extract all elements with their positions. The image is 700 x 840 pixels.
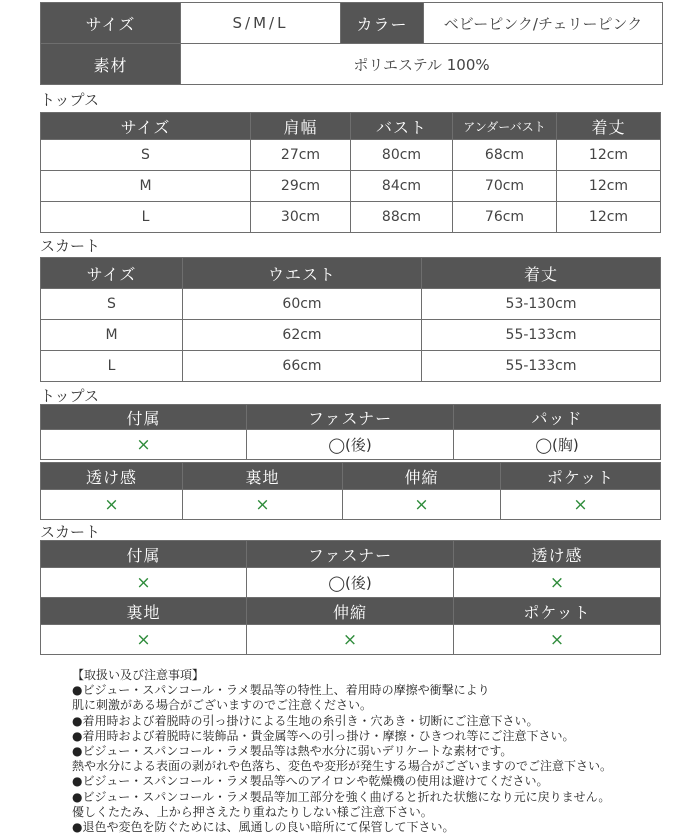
summary-table	[40, 2, 663, 85]
care-note-line: ●ビジュー・スパンコール・ラメ製品等加工部分を強く曲げると折れた状態になり元に戻りません。	[72, 789, 611, 804]
skirt-size-cell: 55-133cm	[422, 351, 661, 382]
skirt-size-cell: 55-133cm	[422, 320, 661, 351]
tops-details-header: 裏地	[183, 463, 343, 490]
care-note-line: 優しくたたみ、上から押さえたり重ねたりしない様ご注意下さい。	[72, 804, 433, 819]
table-row	[41, 320, 661, 351]
skirt-size-section-label: スカート	[40, 237, 101, 255]
tops-details-value: ×	[343, 490, 501, 520]
tops-size-header: サイズ	[41, 113, 251, 140]
tops-size-cell: S	[41, 140, 251, 171]
tops-size-cell: 12cm	[557, 140, 661, 171]
skirt-details-value: ×	[247, 625, 454, 655]
tops-size-cell: 76cm	[453, 202, 557, 233]
tops-details-header: 付属	[41, 405, 247, 430]
care-note-line: 熱や水分による表面の剥がれや色落ち、変色や変形が発生する場合がございますのでご注意下さい。	[72, 759, 613, 774]
tops-details-value: ◯(後)	[247, 430, 454, 460]
tops-size-table	[40, 112, 661, 233]
tops-size-header: バスト	[351, 113, 453, 140]
care-notes	[72, 668, 692, 835]
size-value: S/M/L	[181, 3, 341, 44]
tops-size-cell: M	[41, 171, 251, 202]
tops-size-header: 着丈	[557, 113, 661, 140]
care-note-line: ●ビジュー・スパンコール・ラメ製品等へのアイロンや乾燥機の使用は避けてください。	[72, 774, 549, 789]
tops-details-header: 透け感	[41, 463, 183, 490]
skirt-details-header: ファスナー	[247, 541, 454, 568]
tops-size-cell: 80cm	[351, 140, 453, 171]
skirt-size-header: 着丈	[422, 258, 661, 289]
care-note-line: ●ビジュー・スパンコール・ラメ製品等の特性上、着用時の摩擦や衝撃により	[72, 683, 490, 698]
care-note-line: ●退色や変色を防ぐためには、風通しの良い暗所にて保管して下さい。	[72, 820, 455, 835]
skirt-details-value: ×	[454, 568, 661, 598]
skirt-details-section-label: スカート	[40, 523, 101, 541]
tops-details-value: ×	[41, 490, 183, 520]
tops-size-cell: 12cm	[557, 202, 661, 233]
size-label: サイズ	[41, 3, 181, 44]
tops-details-value: ×	[183, 490, 343, 520]
skirt-size-cell: L	[41, 351, 183, 382]
tops-details-header: パッド	[454, 405, 661, 430]
table-row	[41, 289, 661, 320]
tops-details-value: ×	[41, 430, 247, 460]
skirt-details-value: ×	[454, 625, 661, 655]
tops-size-cell: 68cm	[453, 140, 557, 171]
skirt-details-header: 透け感	[454, 541, 661, 568]
tops-size-cell: 27cm	[251, 140, 351, 171]
tops-size-cell: 29cm	[251, 171, 351, 202]
tops-details-table-1	[40, 404, 661, 460]
tops-size-cell: 88cm	[351, 202, 453, 233]
tops-details-value: ◯(胸)	[454, 430, 661, 460]
skirt-size-cell: S	[41, 289, 183, 320]
skirt-details-value: ◯(後)	[247, 568, 454, 598]
skirt-size-cell: 62cm	[183, 320, 422, 351]
skirt-details-header: 裏地	[41, 598, 247, 625]
skirt-details-header: 付属	[41, 541, 247, 568]
skirt-details-value: ×	[41, 568, 247, 598]
skirt-size-cell: 66cm	[183, 351, 422, 382]
tops-size-cell: 84cm	[351, 171, 453, 202]
tops-details-header: ファスナー	[247, 405, 454, 430]
care-notes-title: 【取扱い及び注意事項】	[72, 668, 205, 682]
skirt-details-table-1	[40, 540, 661, 598]
tops-size-header: 肩幅	[251, 113, 351, 140]
tops-size-header: アンダーバスト	[453, 113, 557, 140]
skirt-size-header: ウエスト	[183, 258, 422, 289]
skirt-size-cell: 60cm	[183, 289, 422, 320]
tops-details-header: ポケット	[501, 463, 661, 490]
skirt-size-cell: M	[41, 320, 183, 351]
tops-size-cell: 30cm	[251, 202, 351, 233]
color-label: カラー	[341, 3, 424, 44]
skirt-size-cell: 53-130cm	[422, 289, 661, 320]
table-row	[41, 351, 661, 382]
tops-size-section-label: トップス	[40, 91, 99, 109]
skirt-details-header: 伸縮	[247, 598, 454, 625]
table-row	[41, 140, 661, 171]
tops-details-table-2	[40, 462, 661, 520]
care-note-line: ●着用時および着脱時の引っ掛けによる生地の糸引き・穴あき・切断にご注意下さい。	[72, 713, 539, 728]
tops-size-cell: 12cm	[557, 171, 661, 202]
material-label: 素材	[41, 44, 181, 85]
tops-size-cell: 70cm	[453, 171, 557, 202]
care-note-line: ●着用時および着脱時に装飾品・貴金属等への引っ掛け・摩擦・ひきつれ等にご注意下さい。	[72, 728, 575, 743]
table-row	[41, 171, 661, 202]
color-value: ベビーピンク/チェリーピンク	[424, 3, 663, 44]
skirt-size-header: サイズ	[41, 258, 183, 289]
skirt-details-table-2	[40, 597, 661, 655]
skirt-details-value: ×	[41, 625, 247, 655]
care-note-line: ●ビジュー・スパンコール・ラメ製品等は熱や水分に弱いデリケートな素材です。	[72, 744, 513, 759]
tops-details-header: 伸縮	[343, 463, 501, 490]
tops-size-cell: L	[41, 202, 251, 233]
tops-details-section-label: トップス	[40, 387, 99, 405]
skirt-size-table	[40, 257, 661, 382]
tops-details-value: ×	[501, 490, 661, 520]
care-note-line: 肌に刺激がある場合がございますのでご注意ください。	[72, 698, 373, 713]
skirt-details-header: ポケット	[454, 598, 661, 625]
material-value: ポリエステル 100%	[181, 44, 663, 85]
table-row	[41, 202, 661, 233]
